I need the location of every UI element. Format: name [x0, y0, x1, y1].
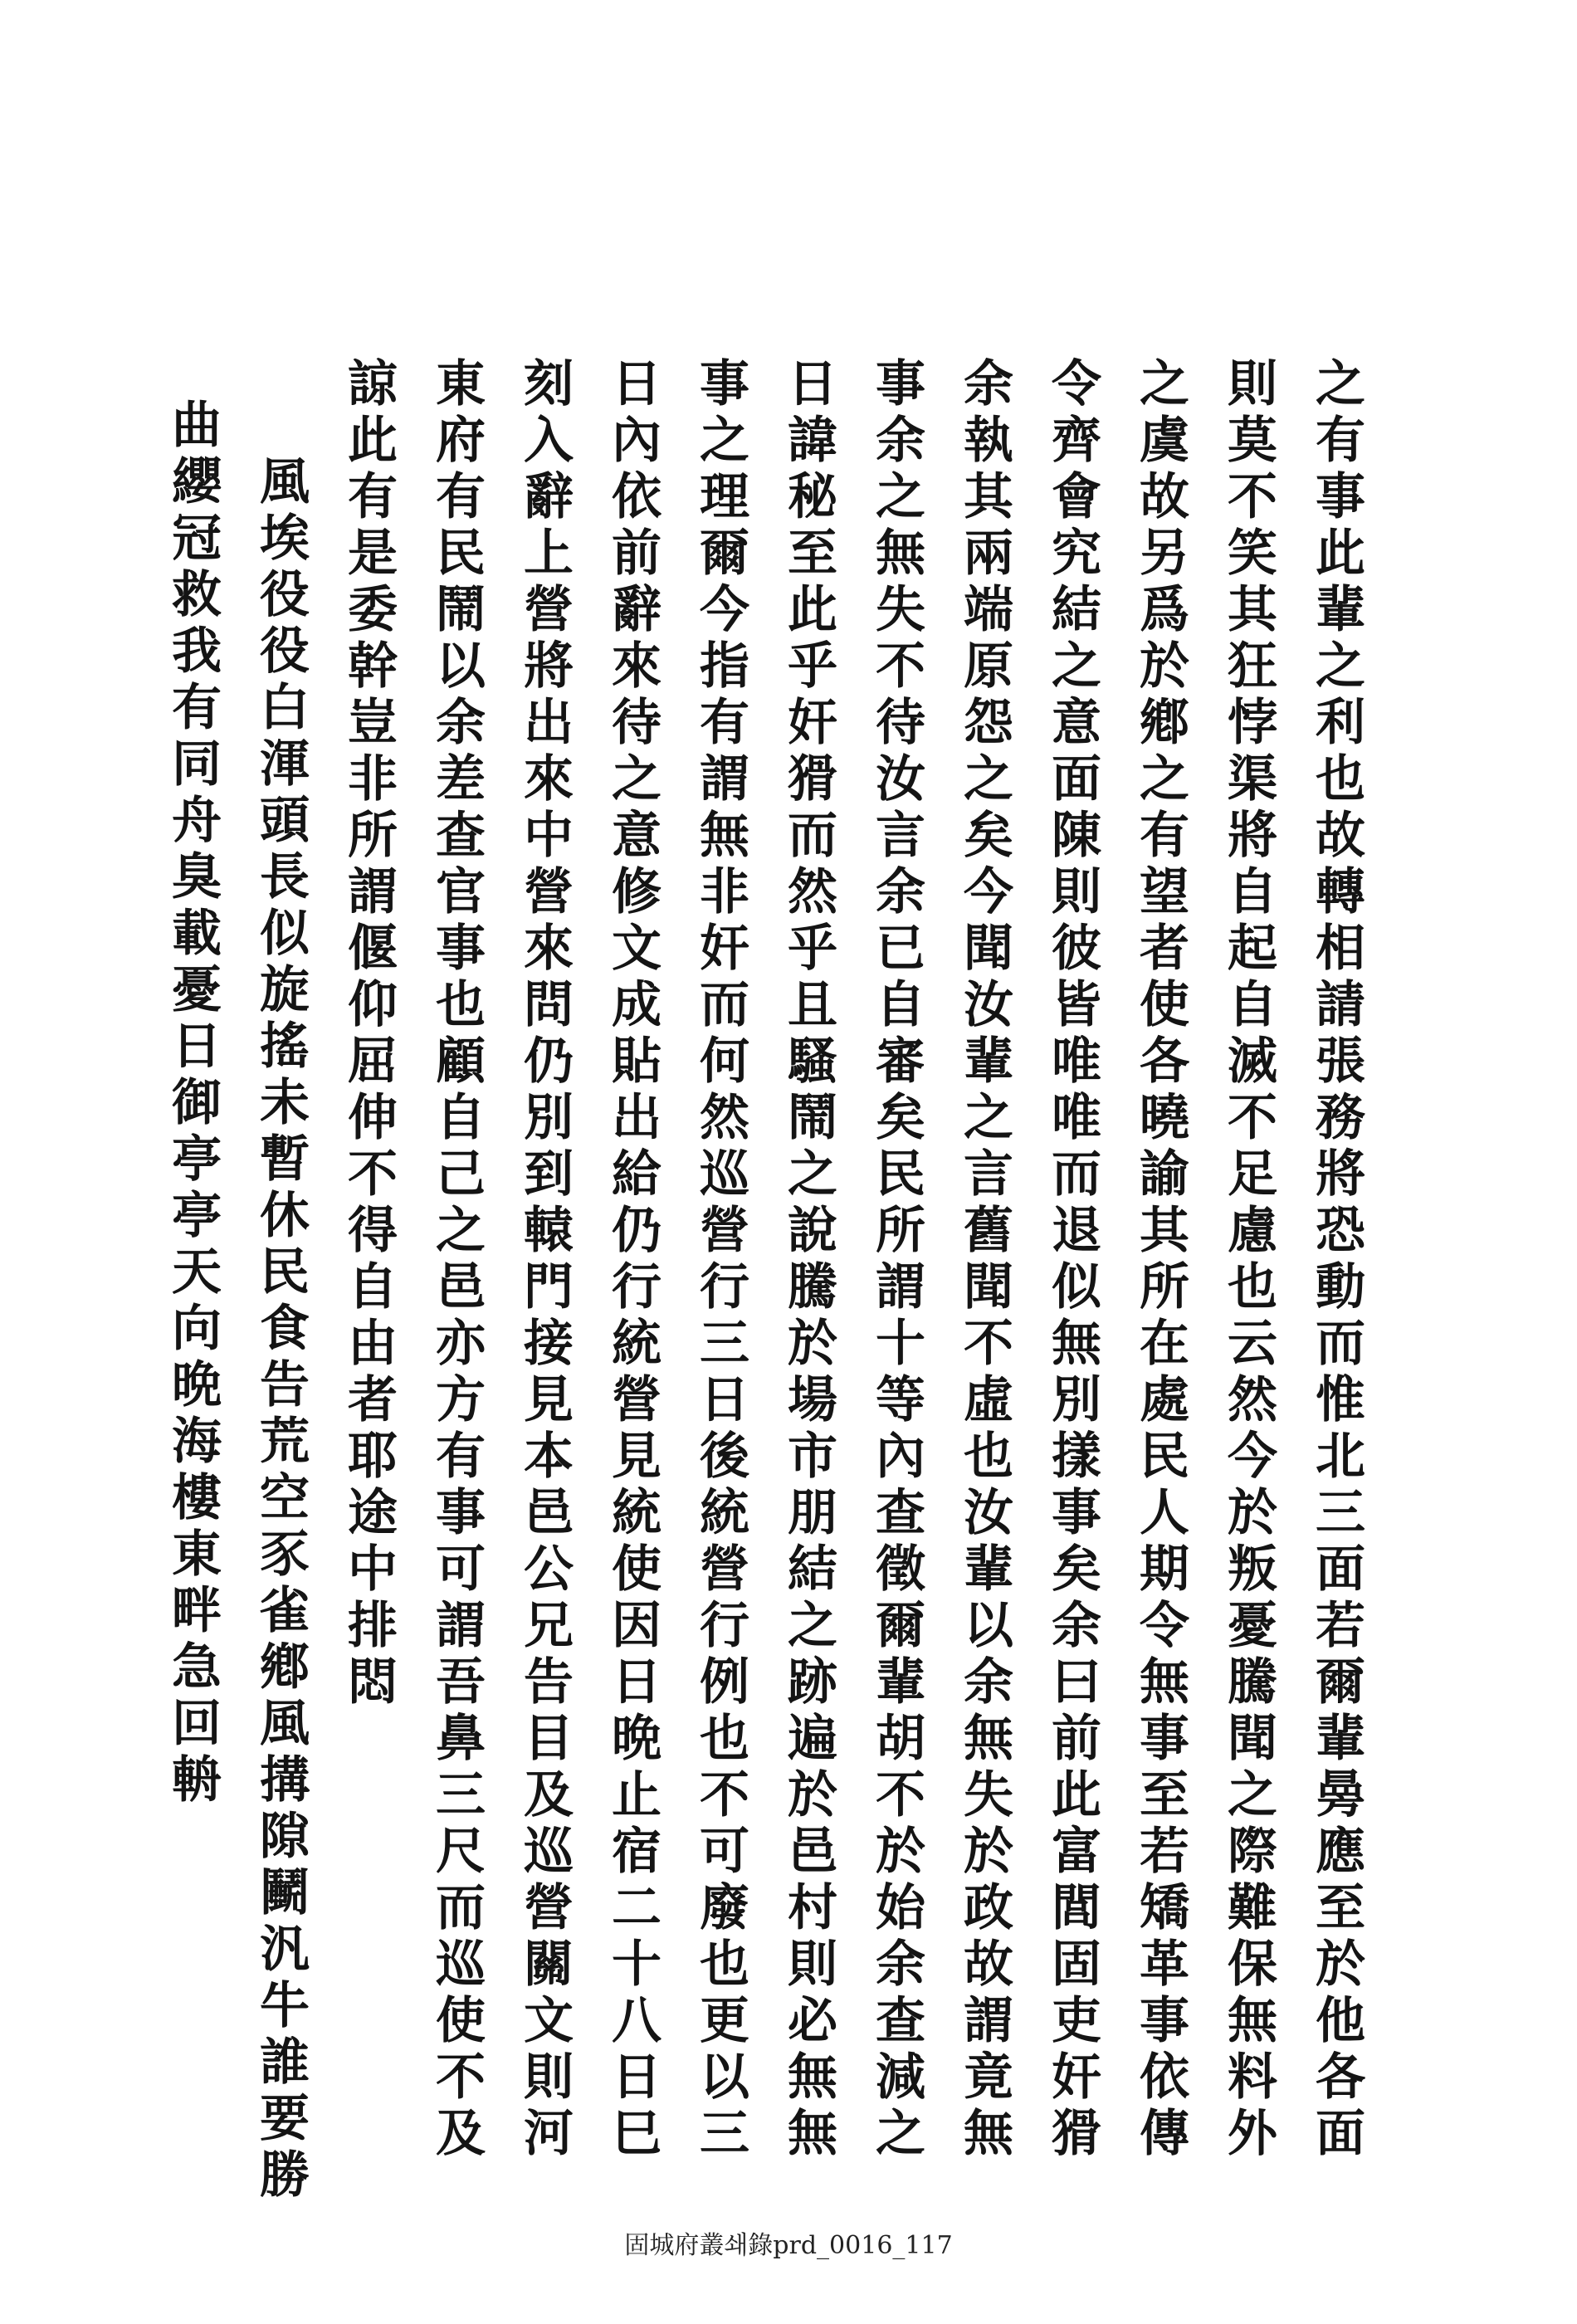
text-column: 則莫不笑其狂悖渠將自起自滅不足慮也云然今於叛憂騰聞之際難保無料外 — [1219, 357, 1277, 2163]
text-column: 曲纓冠救我有同舟臭載憂日御亭亭天向晩海樓東畔急回輈 — [164, 398, 222, 1809]
text-column: 事之理爾今指有謂無非奸而何然巡營行三日後統營行例也不可廢也更以三 — [691, 357, 749, 2163]
text-column: 刻入辭上營將出來中營來問仍別到轅門接見本邑公兄告目及巡營關文則河 — [515, 357, 574, 2163]
text-column: 余執其兩端原怨之矣今聞汝輩之言舊聞不虛也汝輩以余無失於政故謂竟無 — [955, 357, 1013, 2163]
text-column: 令齊會究結之意面陳則彼皆唯唯而退似無別㨾事矣余曰前此富閭固吏奸猾 — [1043, 357, 1101, 2163]
text-column: 之虞故另爲於鄕之有望者使各曉諭其所在處民人期令無事至若矯革事依傳 — [1131, 357, 1189, 2163]
page-footer-caption: 固城府叢쇄錄prd_0016_117 — [624, 2231, 953, 2260]
text-column: 事余之無失不待汝言余已自審矣民所謂十等內查徵爾輩胡不於始余查減之 — [867, 357, 925, 2163]
text-column: 風埃役役白渾頭長似旋搖未暫休民食告荒空豕雀鄕風搆隙鬭汎牛誰要勝 — [251, 398, 310, 2204]
text-column: 諒此有是委幹豈非所謂偃仰屈伸不得自由者耶途中排悶 — [339, 357, 398, 1711]
text-column: 日諱秘至此乎奸猾而然乎且騷鬧之說騰於場市朋結之跡遍於邑村則必無無 — [779, 357, 837, 2163]
text-column: 之有事此輩之利也故轉相請張務將恐動而惟北三面若爾輩㬅應至於他各面 — [1307, 357, 1365, 2163]
text-column: 東府有民鬧以余差查官事也顧自己之邑亦方有事可謂吾鼻三尺而巡使不及 — [427, 357, 486, 2163]
vertical-text-block — [164, 357, 1365, 2204]
text-column: 日內依前辭來待之意修文成貼出給仍行統營見統使因日晩止宿二十八日巳 — [603, 357, 662, 2163]
